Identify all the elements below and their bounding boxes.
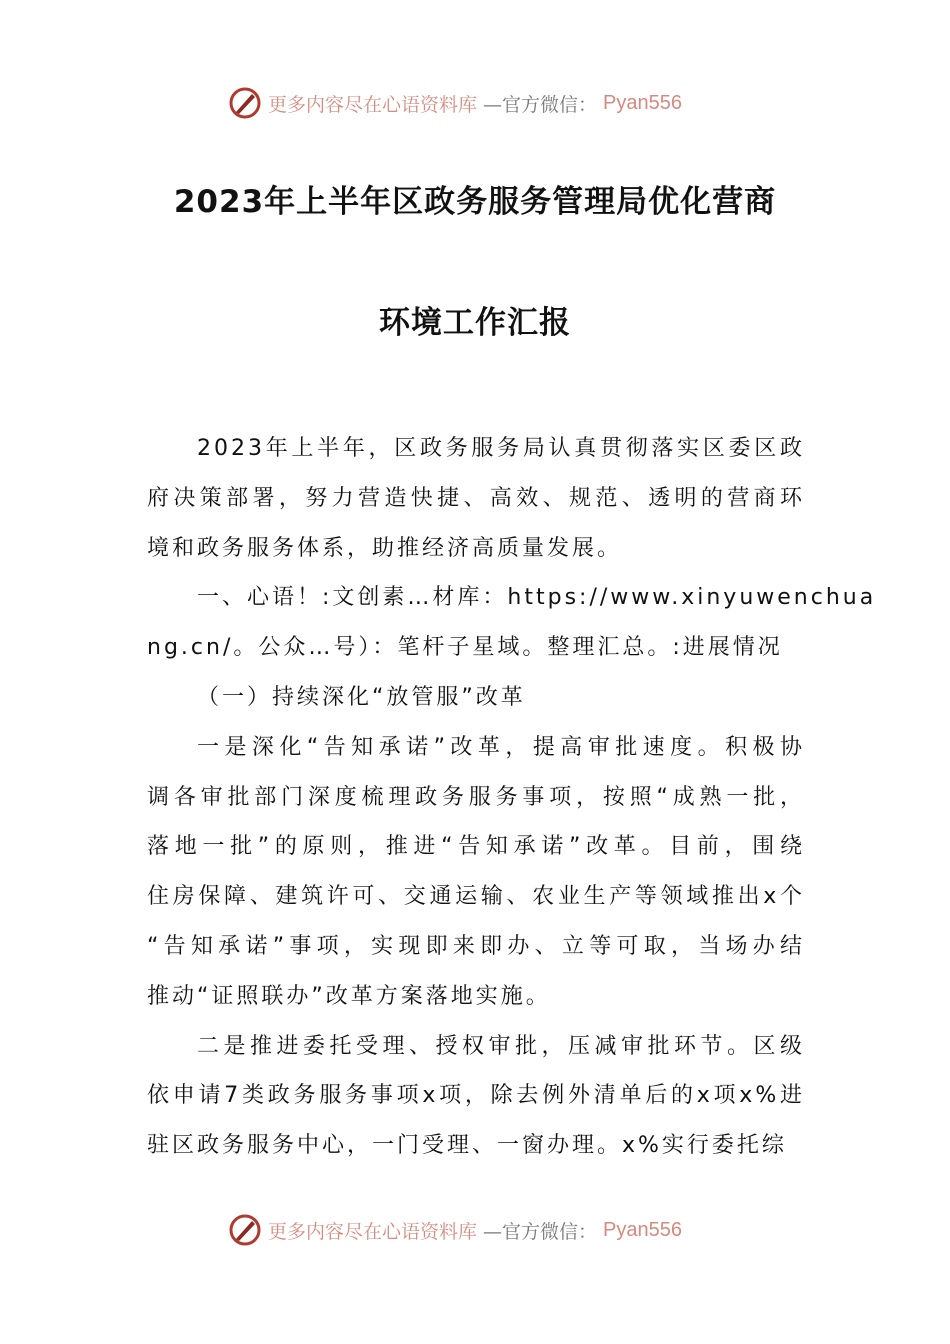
- paragraph-line: 府决策部署，努力营造快捷、高效、规范、透明的营商环: [147, 485, 805, 511]
- paragraph-line: 一、心语！:文创素…材库：https://www.xinyuwenchua: [197, 585, 877, 611]
- paragraph-line: （一）持续深化“放管服”改革: [197, 684, 526, 710]
- document-body: [147, 424, 877, 1171]
- watermark-site: 更多内容尽在心语资料库: [268, 1220, 478, 1243]
- watermark-site: 更多内容尽在心语资料库: [268, 93, 478, 116]
- paragraph-line: 2023年上半年，区政务服务局认真贯彻落实区委区政: [197, 436, 805, 461]
- quill-logo-icon: [228, 86, 262, 120]
- paragraph-line: 推动“证照联办”改革方案落地实施。: [147, 983, 551, 1009]
- watermark-id: Pyan556: [603, 1218, 682, 1241]
- watermark-id: Pyan556: [603, 91, 682, 114]
- document-title-line-2: 环境工作汇报: [379, 305, 571, 341]
- paragraph-line: 境和政务服务体系，助推经济高质量发展。: [147, 535, 623, 561]
- watermark-footer: [228, 1212, 682, 1248]
- paragraph-line: ng.cn/。公众…号）：笔杆子星域。整理汇总。:进展情况: [147, 635, 783, 661]
- paragraph-line: 二是推进委托受理、授权审批，压减审批环节。区级: [197, 1033, 805, 1059]
- paragraph-line: 调各审批部门深度梳理政务服务事项，按照“成熟一批，: [147, 784, 805, 810]
- paragraph-line: 落地一批”的原则，推进“告知承诺”改革。目前，围绕: [147, 834, 805, 860]
- paragraph-line: “告知承诺”事项，实现即来即办、立等可取，当场办结: [147, 933, 805, 959]
- watermark-header: [228, 85, 682, 121]
- document-title-line-1: 2023年上半年区政务服务管理局优化营商: [173, 184, 777, 220]
- paragraph-line: 依申请7类政务服务事项x项，除去例外清单后的x项x%进: [147, 1083, 805, 1109]
- watermark-label: —官方微信：: [483, 93, 598, 116]
- quill-logo-icon: [228, 1213, 262, 1247]
- paragraph-line: 住房保障、建筑许可、交通运输、农业生产等领域推出x个: [147, 884, 805, 910]
- watermark-label: —官方微信：: [483, 1220, 598, 1243]
- paragraph-line: 驻区政务服务中心，一门受理、一窗办理。x%实行委托综: [147, 1133, 787, 1159]
- paragraph-line: 一是深化“告知承诺”改革，提高审批速度。积极协: [197, 734, 805, 760]
